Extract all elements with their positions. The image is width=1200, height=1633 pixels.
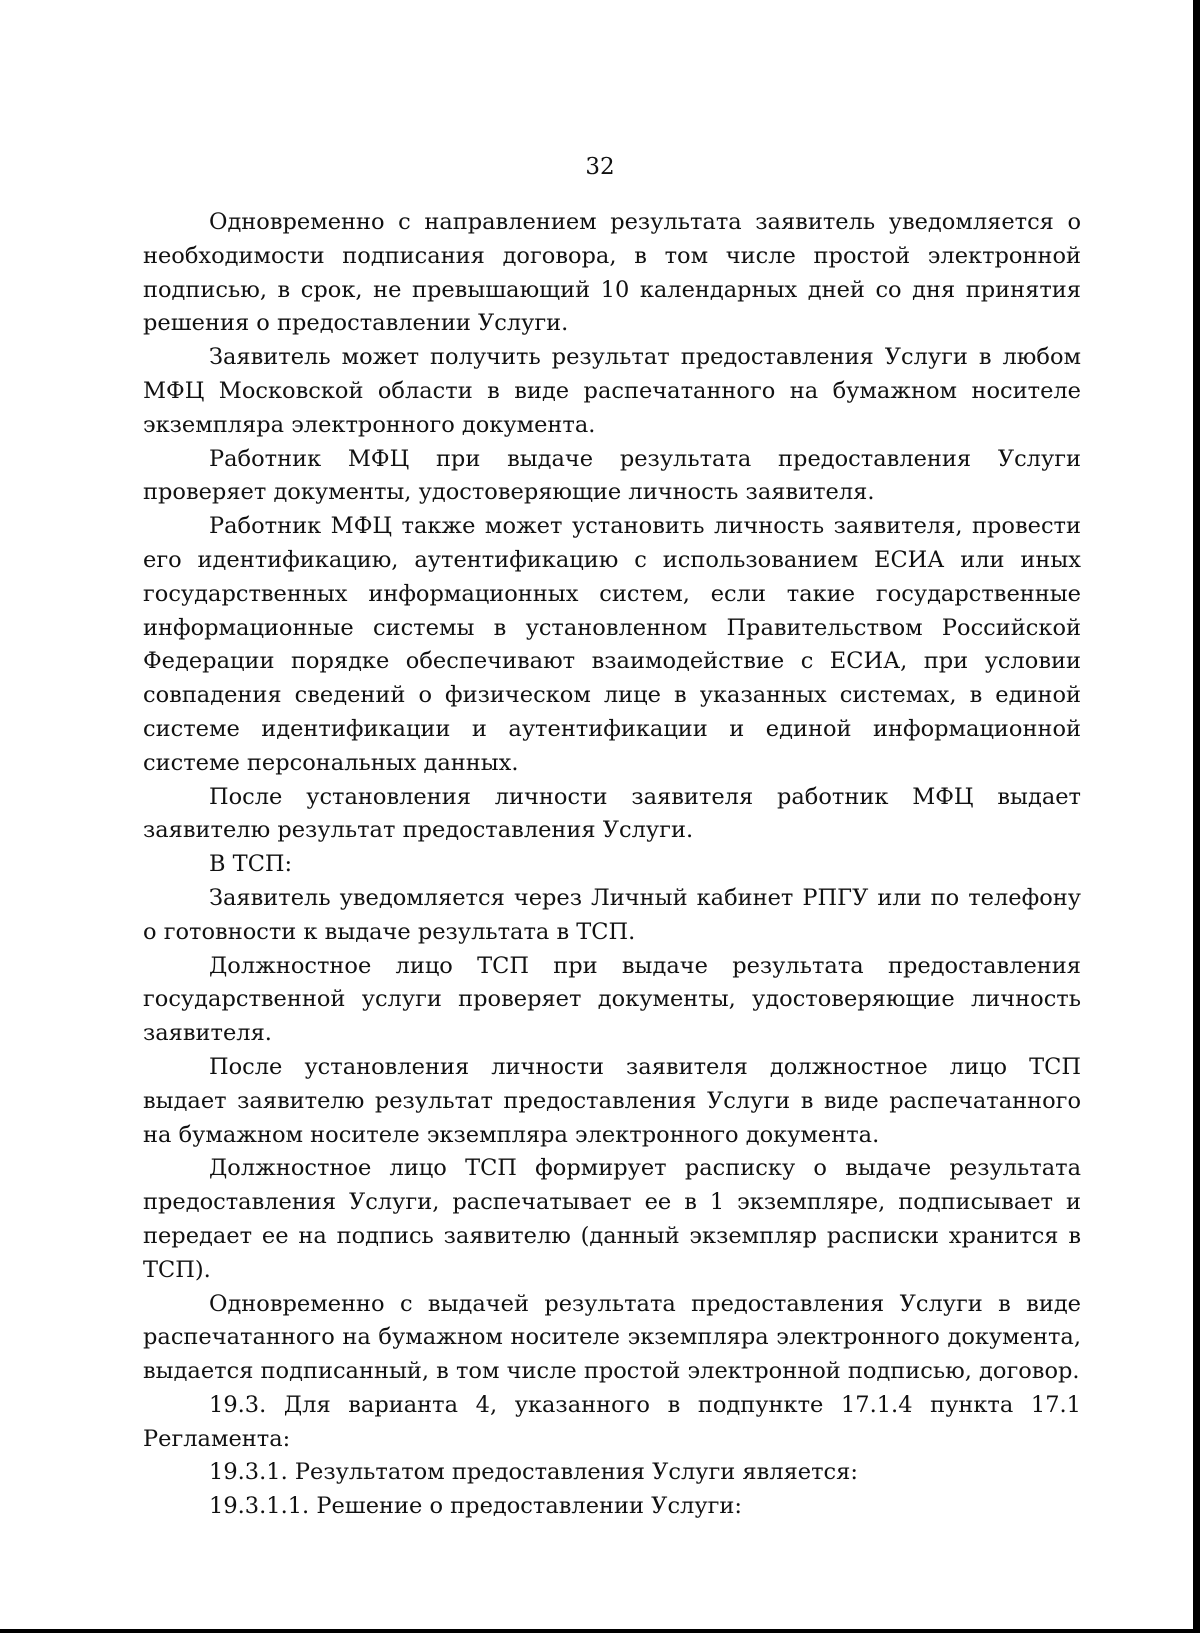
- paragraph-tsp-notification: Заявитель уведомляется через Личный кабинет РПГУ или по телефону о готовности к выдаче результата в ТСП.: [143, 884, 1081, 945]
- paragraph-mfc-issues-result: После установления личности заявителя работник МФЦ выдает заявителю результат предоставления Услуги.: [143, 783, 1081, 844]
- paragraph-receive-in-mfc: Заявитель может получить результат предоставления Услуги в любом МФЦ Московской области в виде распечатанного на бумажном носителе экземпляра электронного документа.: [143, 344, 1081, 438]
- paragraph-notification-contract: Одновременно с направлением результата заявитель уведомляется о необходимости подписания договора, в том числе простой электронной подписью, в срок, не превышающий 10 календарных дней со дня принятия решения о предоставлении Услуги.: [143, 209, 1081, 337]
- paragraph-tsp-heading: В ТСП:: [209, 851, 293, 878]
- paragraph-tsp-issues-result: После установления личности заявителя должностное лицо ТСП выдает заявителю результат предоставления Услуги в виде распечатанного на бумажном носителе экземпляра электронного документа.: [143, 1053, 1081, 1148]
- scan-bottom-edge: [0, 1629, 1200, 1633]
- paragraph-section-19-3: 19.3. Для варианта 4, указанного в подпункте 17.1.4 пункта 17.1 Регламента:: [143, 1391, 1081, 1452]
- paragraph-section-19-3-1: 19.3.1. Результатом предоставления Услуги является:: [209, 1459, 858, 1486]
- paragraph-mfc-identification: Работник МФЦ также может установить личность заявителя, провести его идентификацию, аутентификацию с использованием ЕСИА или иных государственных информационных систем, если такие государственные информационные системы в установленном Правительством Российской Федерации порядке обеспечивают взаимодействие с ЕСИА, при условии совпадения сведений о физическом лице в указанных системах, в единой системе идентификации и аутентификации и единой информационной системе персональных данных.: [143, 513, 1081, 776]
- paragraph-tsp-receipt: Должностное лицо ТСП формирует расписку о выдаче результата предоставления Услуги, распечатывает ее в 1 экземпляре, подписывает и передает ее на подпись заявителю (данный экземпляр расписки хранится в ТСП).: [143, 1155, 1081, 1283]
- paragraph-mfc-checks-documents: Работник МФЦ при выдаче результата предоставления Услуги проверяет документы, удостоверяющие личность заявителя.: [143, 445, 1081, 506]
- paragraph-section-19-3-1-1: 19.3.1.1. Решение о предоставлении Услуги:: [209, 1493, 742, 1520]
- paragraph-tsp-checks-documents: Должностное лицо ТСП при выдаче результата предоставления государственной услуги проверяет документы, удостоверяющие личность заявителя.: [143, 952, 1081, 1047]
- paragraph-tsp-contract: Одновременно с выдачей результата предоставления Услуги в виде распечатанного на бумажном носителе экземпляра электронного документа, выдается подписанный, в том числе простой электронной подписью, договор.: [143, 1290, 1081, 1385]
- page-number: 32: [585, 154, 615, 180]
- document-body: [143, 206, 1081, 1524]
- scan-right-edge: [1193, 0, 1200, 1633]
